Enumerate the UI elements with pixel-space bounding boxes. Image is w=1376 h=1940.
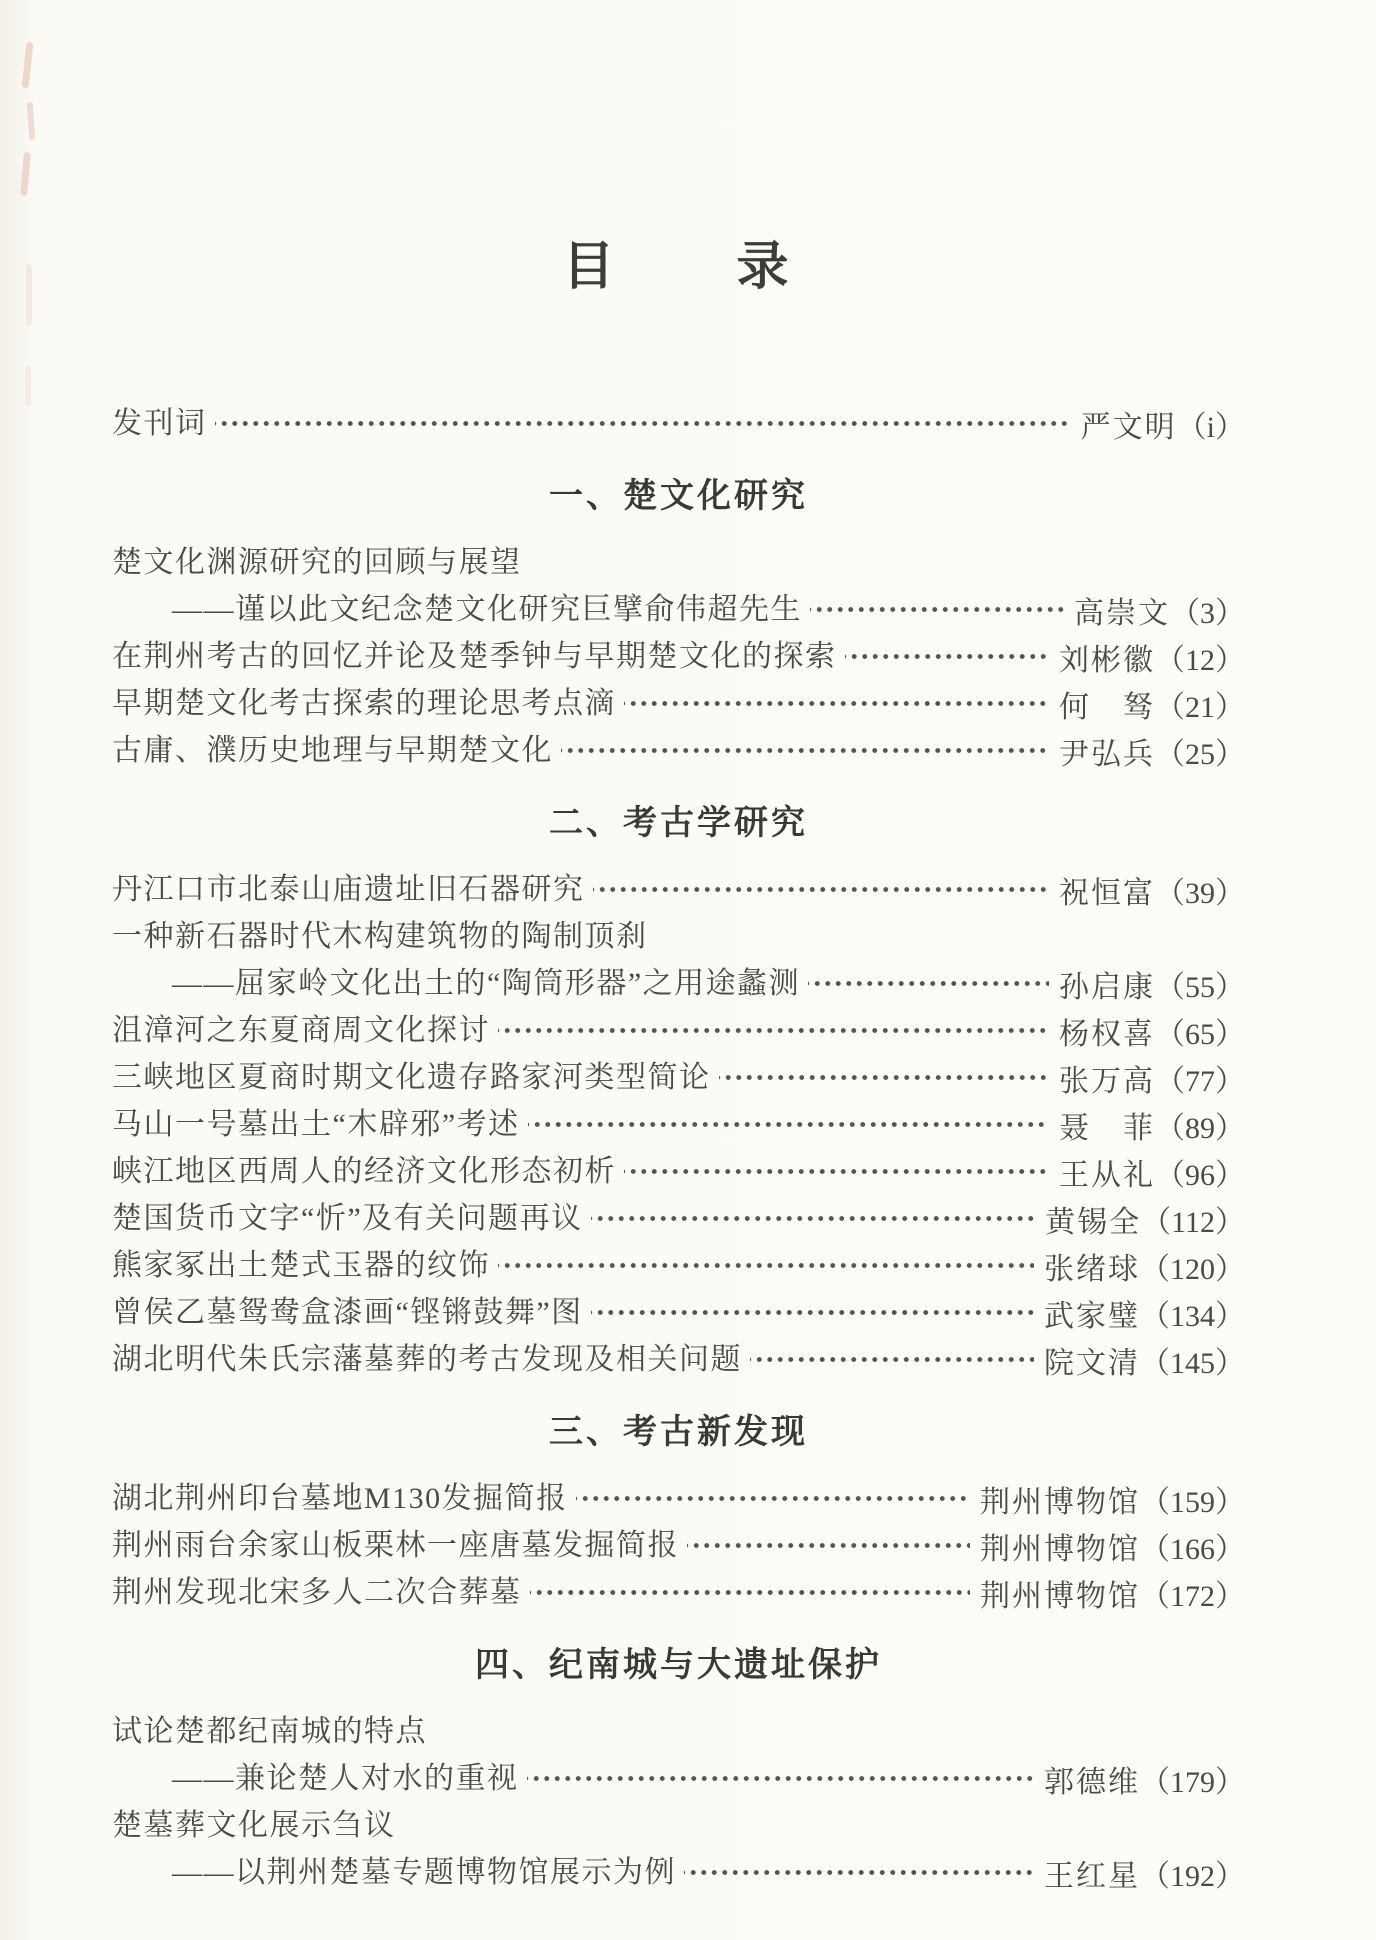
entry-author: 黄锡全 <box>1045 1205 1142 1239</box>
entry-page-number: （55） <box>1155 970 1245 1004</box>
entry-author: 严文明 <box>1080 410 1177 444</box>
entry-page-number: （179） <box>1140 1765 1245 1799</box>
entry-reference <box>1074 588 1245 632</box>
dot-leader <box>528 1101 1049 1148</box>
dot-leader <box>845 633 1050 680</box>
entry-author: 聂 菲 <box>1059 1111 1155 1145</box>
entry-page-number: （21） <box>1155 690 1245 724</box>
dot-leader <box>684 1849 1034 1896</box>
dot-leader <box>527 1755 1035 1802</box>
entry-author: 刘彬徽 <box>1059 643 1155 677</box>
pen-stroke <box>22 42 34 88</box>
entry-title: 峡江地区西周人的经济文化形态初析 <box>112 1155 616 1188</box>
entry-reference <box>1059 962 1245 1006</box>
pen-stroke <box>25 366 31 406</box>
toc-entry <box>112 1755 1245 1802</box>
toc-entry-title-line <box>112 1802 1245 1849</box>
entry-page-number: （39） <box>1155 876 1245 910</box>
entry-title: 发刊词 <box>112 407 207 440</box>
toc-entry <box>112 1195 1245 1242</box>
entry-title: 一种新石器时代木构建筑物的陶制顶刹 <box>112 920 648 953</box>
entry-reference <box>980 1571 1245 1615</box>
entry-title: 三峡地区夏商时期文化遗存路家河类型简论 <box>112 1061 711 1094</box>
toc-entry <box>112 400 1245 447</box>
entry-page-number: （192） <box>1140 1859 1245 1893</box>
dot-leader <box>750 1336 1034 1383</box>
dot-leader <box>591 1289 1034 1336</box>
toc-entry <box>112 1569 1245 1616</box>
toc-entry <box>112 1007 1245 1054</box>
entry-page-number: （112） <box>1141 1205 1245 1239</box>
entry-title: 丹江口市北泰山庙遗址旧石器研究 <box>112 873 585 906</box>
entry-reference <box>1059 635 1245 679</box>
entry-author: 高崇文 <box>1074 596 1170 630</box>
toc-entry <box>112 586 1245 633</box>
entry-author: 何 驽 <box>1059 690 1155 724</box>
dot-leader <box>810 586 1064 633</box>
toc-entry-title-line <box>112 1708 1245 1755</box>
section-heading: 一、楚文化研究 <box>549 477 808 515</box>
dot-leader <box>687 1522 970 1569</box>
entry-page-number: （145） <box>1140 1346 1245 1380</box>
toc-entry <box>112 1336 1245 1383</box>
entry-reference <box>1059 729 1245 773</box>
entry-page-number: （12） <box>1155 643 1245 677</box>
entry-reference <box>1044 1291 1245 1335</box>
toc-entry <box>112 1289 1245 1336</box>
entry-reference <box>1059 1103 1245 1147</box>
entry-page-number: （89） <box>1155 1111 1245 1145</box>
entry-author: 尹弘兵 <box>1059 737 1155 771</box>
entry-author: 祝恒富 <box>1059 876 1155 910</box>
entry-author: 院文清 <box>1044 1346 1140 1380</box>
entry-page-number: （159） <box>1140 1485 1245 1519</box>
pen-stroke <box>27 102 36 140</box>
entry-author: 王红星 <box>1044 1859 1140 1893</box>
entry-page-number: （3） <box>1170 596 1245 630</box>
entry-title: 曾侯乙墓鸳鸯盒漆画“铿锵鼓舞”图 <box>112 1296 583 1329</box>
entry-title: 沮漳河之东夏商周文化探讨 <box>112 1014 490 1047</box>
entry-title: 试论楚都纪南城的特点 <box>112 1715 427 1748</box>
entry-title: 荆州雨台余家山板栗林一座唐墓发掘简报 <box>112 1529 679 1562</box>
entry-subtitle: ——谨以此文纪念楚文化研究巨擘俞伟超先生 <box>172 593 802 626</box>
toc-entry-title-line <box>112 913 1245 960</box>
dot-leader <box>498 1007 1049 1054</box>
dot-leader <box>593 866 1050 913</box>
entry-author: 荆州博物馆 <box>980 1485 1140 1519</box>
toc-entry <box>112 1522 1245 1569</box>
entry-title: 熊家冢出土楚式玉器的纹饰 <box>112 1249 490 1282</box>
entry-reference <box>1044 1338 1245 1382</box>
dot-leader <box>624 1148 1049 1195</box>
toc-entry <box>112 1054 1245 1101</box>
entry-reference <box>1059 1009 1245 1053</box>
dot-leader <box>624 680 1049 727</box>
toc-entry-title-line <box>112 539 1245 586</box>
entry-page-number: （25） <box>1155 737 1245 771</box>
toc-entry <box>112 866 1245 913</box>
toc-entry <box>112 727 1245 774</box>
entry-author: 荆州博物馆 <box>980 1579 1140 1613</box>
entry-page-number: （166） <box>1140 1532 1245 1566</box>
dot-leader <box>591 1195 1035 1242</box>
entry-author: 荆州博物馆 <box>980 1532 1140 1566</box>
entry-page-number: （120） <box>1140 1252 1245 1286</box>
entry-author: 杨权喜 <box>1059 1017 1155 1051</box>
toc-body <box>112 400 1245 1896</box>
entry-page-number: （77） <box>1155 1064 1245 1098</box>
section-heading: 二、考古学研究 <box>549 804 808 842</box>
toc-entry <box>112 1475 1245 1522</box>
entry-reference <box>1044 1244 1245 1288</box>
entry-title: 在荆州考古的回忆并论及楚季钟与早期楚文化的探索 <box>112 640 837 673</box>
pen-stroke <box>20 152 31 196</box>
dot-leader <box>498 1242 1034 1289</box>
entry-title: 湖北荆州印台墓地M130发掘简报 <box>112 1482 568 1515</box>
dot-leader <box>215 400 1071 447</box>
dot-leader <box>530 1569 971 1616</box>
entry-reference <box>1081 402 1245 446</box>
entry-subtitle: ——屈家岭文化出土的“陶筒形器”之用途蠡测 <box>172 967 801 1000</box>
entry-author: 孙启康 <box>1059 970 1155 1004</box>
dot-leader <box>561 727 1049 774</box>
entry-reference <box>1044 1851 1245 1895</box>
toc-entry <box>112 633 1245 680</box>
entry-author: 武家璧 <box>1044 1299 1140 1333</box>
entry-title: 早期楚文化考古探索的理论思考点滴 <box>112 687 616 720</box>
pen-stroke <box>26 264 32 326</box>
entry-reference <box>1044 1757 1245 1801</box>
dot-leader <box>576 1475 970 1522</box>
entry-author: 张绪球 <box>1044 1252 1140 1286</box>
toc-entry <box>112 960 1245 1007</box>
toc-entry <box>112 1101 1245 1148</box>
dot-leader <box>719 1054 1050 1101</box>
entry-title: 楚墓葬文化展示刍议 <box>112 1809 396 1842</box>
entry-page-number: （172） <box>1140 1579 1245 1613</box>
entry-title: 马山一号墓出土“木辟邪”考述 <box>112 1108 520 1141</box>
toc-entry <box>112 1148 1245 1195</box>
entry-author: 王从礼 <box>1059 1158 1155 1192</box>
entry-reference <box>1059 868 1245 912</box>
entry-title: 楚国货币文字“忻”及有关问题再议 <box>112 1202 583 1235</box>
entry-reference <box>980 1477 1245 1521</box>
entry-reference <box>980 1524 1245 1568</box>
entry-reference <box>1045 1197 1245 1241</box>
red-pen-marks <box>16 36 56 436</box>
entry-page-number: （96） <box>1155 1158 1245 1192</box>
entry-title: 古庸、濮历史地理与早期楚文化 <box>112 734 553 767</box>
entry-subtitle: ——兼论楚人对水的重视 <box>172 1762 519 1795</box>
entry-page-number: （i） <box>1176 410 1245 444</box>
entry-author: 张万高 <box>1059 1064 1155 1098</box>
entry-title: 楚文化渊源研究的回顾与展望 <box>112 546 522 579</box>
entry-page-number: （134） <box>1140 1299 1245 1333</box>
dot-leader <box>808 960 1049 1007</box>
entry-subtitle: ——以荆州楚墓专题博物馆展示为例 <box>172 1856 676 1889</box>
toc-entry <box>112 680 1245 727</box>
entry-reference <box>1059 1150 1245 1194</box>
entry-title: 荆州发现北宋多人二次合葬墓 <box>112 1576 522 1609</box>
toc-entry <box>112 1849 1245 1896</box>
entry-reference <box>1059 1056 1245 1100</box>
toc-content <box>112 0 1245 1896</box>
entry-reference <box>1059 682 1245 726</box>
entry-title: 湖北明代朱氏宗藩墓葬的考古发现及相关问题 <box>112 1343 742 1376</box>
section-heading: 三、考古新发现 <box>549 1413 808 1451</box>
toc-entry <box>112 1242 1245 1289</box>
entry-author: 郭德维 <box>1044 1765 1140 1799</box>
page-title: 目 录 <box>562 239 795 296</box>
entry-page-number: （65） <box>1155 1017 1245 1051</box>
section-heading: 四、纪南城与大遗址保护 <box>475 1646 882 1684</box>
